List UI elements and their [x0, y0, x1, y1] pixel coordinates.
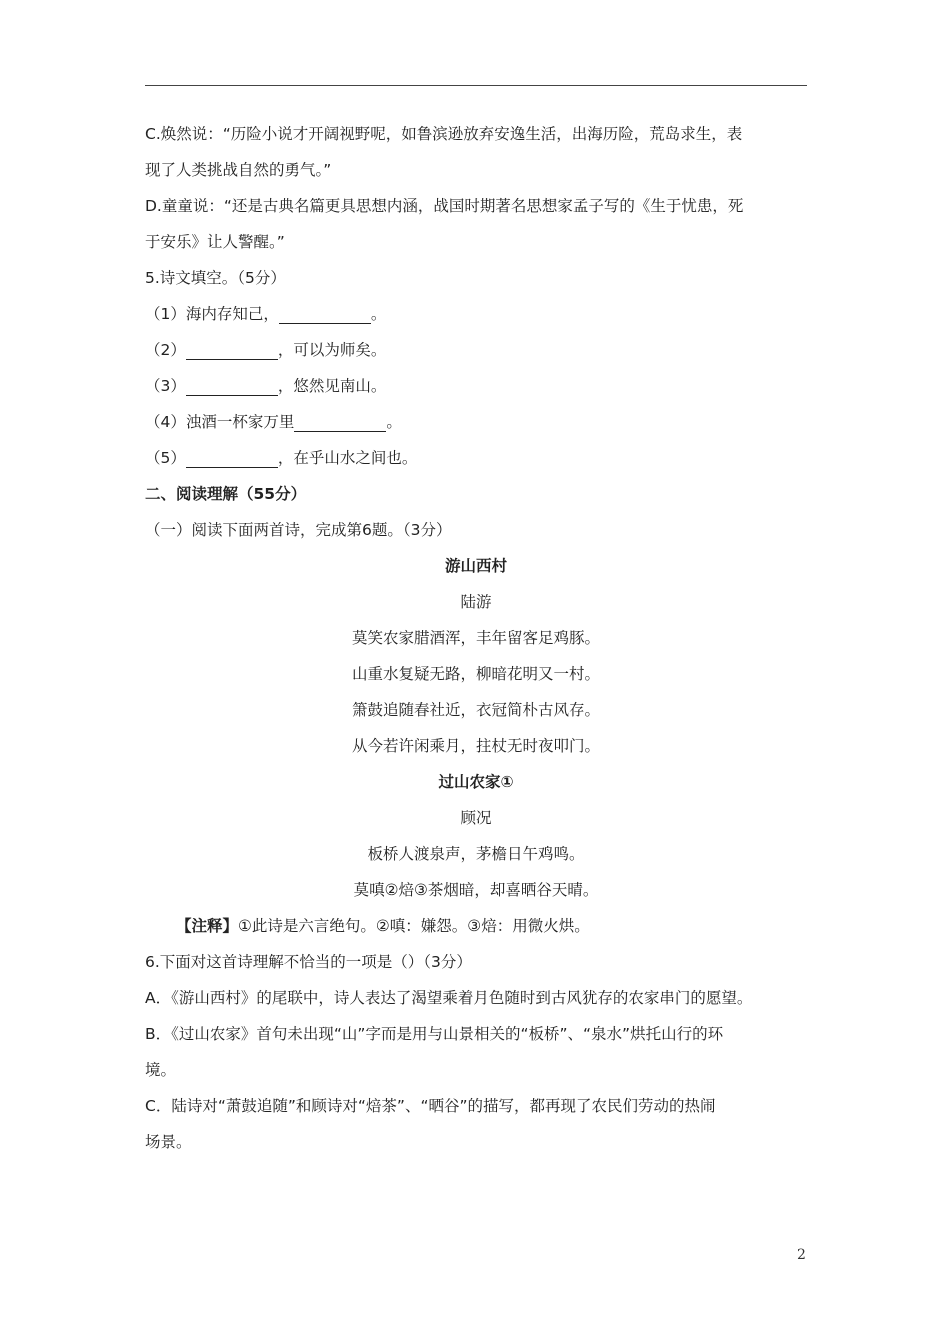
q6-option-c-line-2: 场景。 [145, 1133, 192, 1151]
fill-item-5-post: ，在乎山水之间也。 [277, 449, 418, 467]
fill-item-2 [145, 332, 807, 368]
fill-item-3-post: ，悠然见南山。 [277, 377, 387, 395]
annotation-label: 【注释】 [176, 917, 239, 935]
fill-blank-1 [279, 303, 371, 324]
q6-option-c-line-1: C．陆诗对“萧鼓追随”和顾诗对“焙茶”、“晒谷”的描写，都再现了农民们劳动的热闹 [145, 1097, 716, 1115]
fill-item-5 [145, 440, 807, 476]
q6-option-b-line-2: 境。 [145, 1061, 177, 1079]
fill-item-5-pre: （5） [145, 449, 186, 467]
option-c-line-2: 现了人类挑战自然的勇气。” [145, 161, 332, 179]
poem-2-line: 莫嗔②焙③茶烟暗，却喜晒谷天晴。 [353, 881, 599, 899]
section-2-title: 二、阅读理解（55分） [145, 485, 307, 503]
poem-1-line: 莫笑农家腊酒浑，丰年留客足鸡豚。 [351, 629, 600, 647]
poem-2-title: 过山农家① [438, 773, 514, 791]
fill-item-2-post: ，可以为师矣。 [277, 341, 387, 359]
part-1-intro: （一）阅读下面两首诗，完成第6题。（3分） [145, 521, 452, 539]
header-rule [145, 85, 807, 86]
fill-blank-3 [186, 375, 278, 396]
fill-item-4-pre: （4）浊酒一杯家万里 [145, 413, 295, 431]
option-d-line-1: D.童童说：“还是古典名篇更具思想内涵，战国时期著名思想家孟子写的《生于忧患，死 [145, 197, 744, 215]
fill-item-3 [145, 368, 807, 404]
q6-option-a: A．《游山西村》的尾联中，诗人表达了渴望乘着月色随时到古风犹存的农家串门的愿望。 [145, 989, 753, 1007]
fill-blank-5 [186, 447, 278, 468]
option-c-line-1: C.焕然说：“历险小说才开阔视野呢，如鲁滨逊放弃安逸生活，出海历险，荒岛求生，表 [145, 125, 743, 143]
question-6-title: 6.下面对这首诗理解不恰当的一项是（）（3分） [145, 953, 472, 971]
fill-item-1-pre: （1）海内存知己， [145, 305, 279, 323]
fill-blank-2 [186, 339, 278, 360]
poem-1-author: 陆游 [460, 593, 492, 611]
annotation [145, 908, 807, 944]
fill-item-1 [145, 296, 807, 332]
fill-item-1-post: 。 [370, 305, 387, 323]
page-number: 2 [797, 1247, 806, 1263]
document-body [145, 116, 807, 1160]
poem-2-line: 板桥人渡泉声，茅檐日午鸡鸣。 [367, 845, 585, 863]
poem-1-line: 从今若许闲乘月，拄杖无时夜叩门。 [351, 737, 600, 755]
option-d-line-2: 于安乐》让人警醒。” [145, 233, 285, 251]
poem-1-title: 游山西村 [444, 557, 507, 575]
poem-1-line: 箫鼓追随春社近，衣冠简朴古风存。 [351, 701, 600, 719]
fill-blank-4 [294, 411, 386, 432]
fill-item-4 [145, 404, 807, 440]
fill-item-3-pre: （3） [145, 377, 186, 395]
question-5-title: 5.诗文填空。（5分） [145, 269, 286, 287]
q6-option-b-line-1: B．《过山农家》首句未出现“山”字而是用与山景相关的“板桥”、“泉水”烘托山行的环 [145, 1025, 724, 1043]
fill-item-2-pre: （2） [145, 341, 186, 359]
fill-item-4-post: 。 [386, 413, 402, 431]
poem-1-line: 山重水复疑无路，柳暗花明又一村。 [351, 665, 600, 683]
annotation-text: ①此诗是六言绝句。②嗔：嫌怨。③焙：用微火烘。 [238, 917, 590, 935]
poem-2-author: 顾况 [460, 809, 492, 827]
